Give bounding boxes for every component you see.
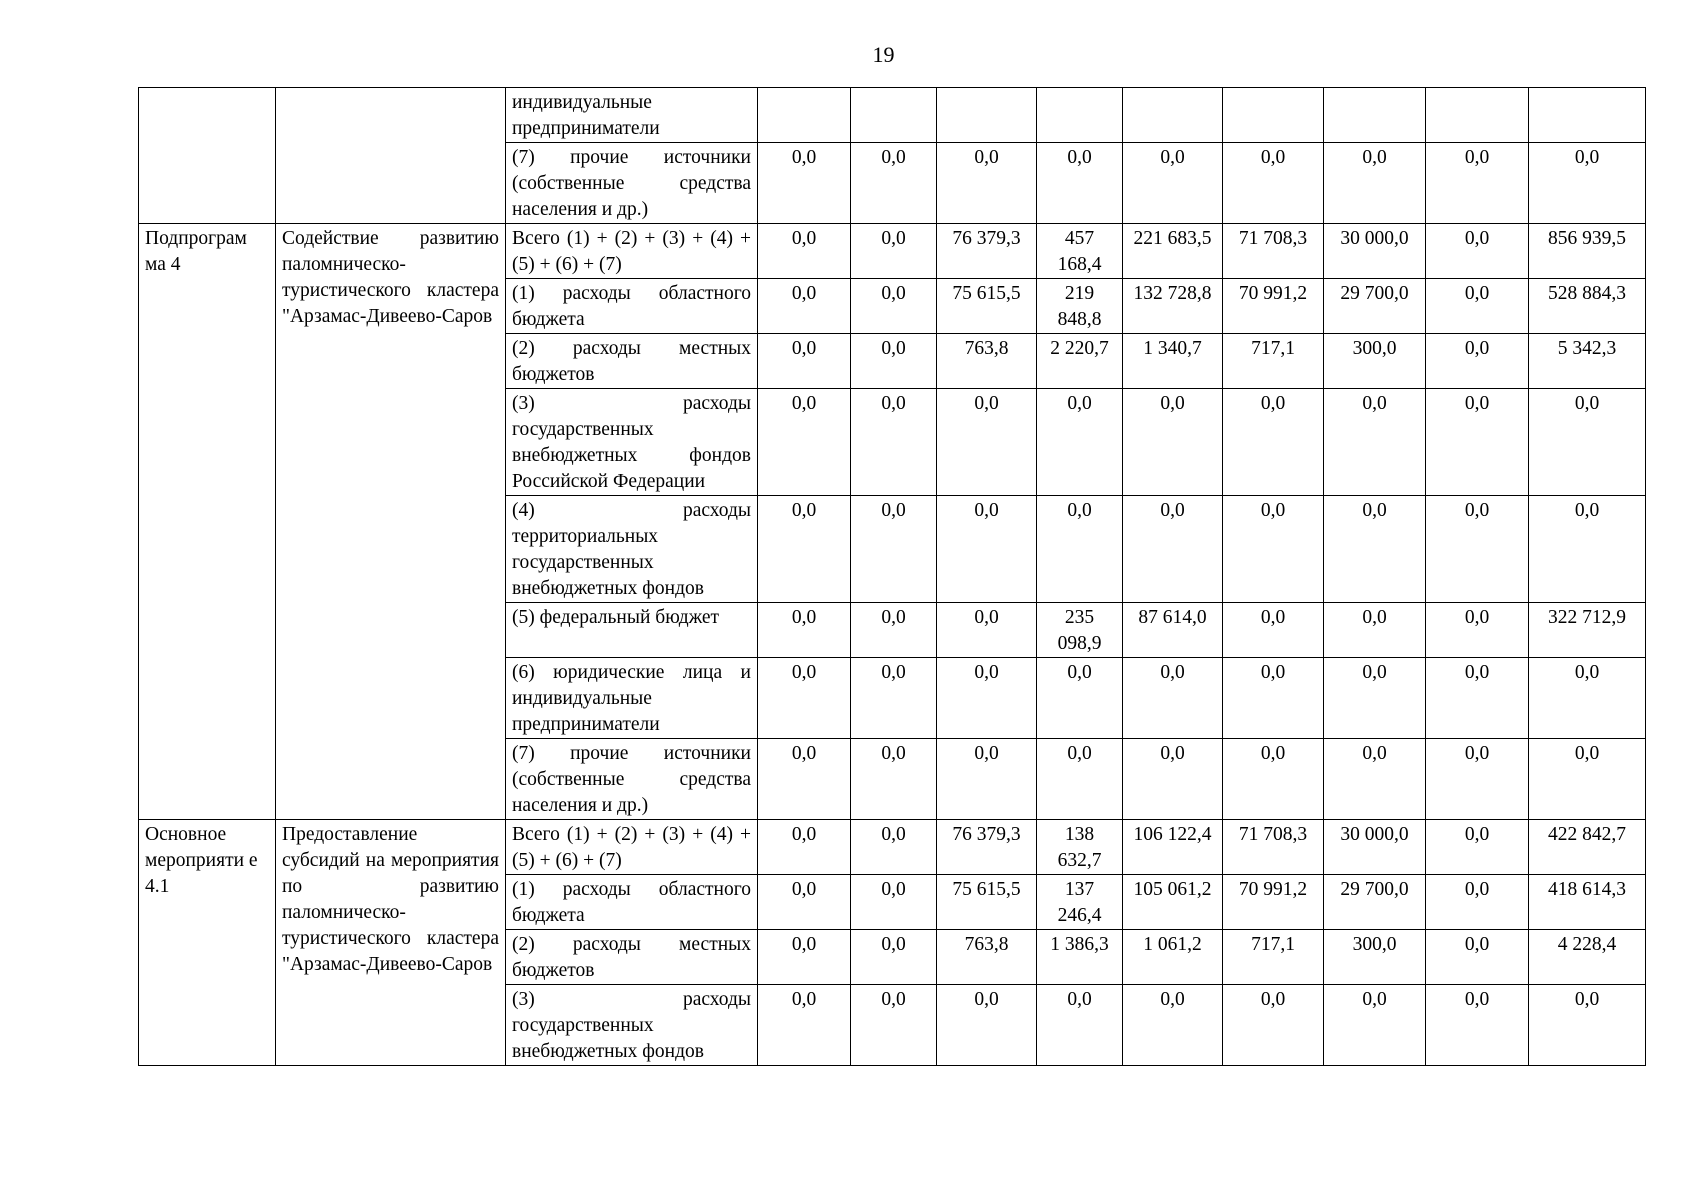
amount-cell: 0,0 [758, 334, 851, 389]
amount-cell: 0,0 [851, 143, 937, 224]
funding-source-cell: (1) расходы областного бюджета [506, 279, 758, 334]
amount-cell: 0,0 [758, 985, 851, 1066]
amount-cell: 0,0 [1123, 739, 1223, 820]
amount-cell: 0,0 [1037, 658, 1123, 739]
amount-cell: 0,0 [1426, 224, 1529, 279]
amount-cell: 0,0 [1223, 985, 1324, 1066]
program-name-cell: Предоставление субсидий на мероприятия по развитию паломническо-туристического кластера "Арзамас-Дивеево-Саров [276, 820, 506, 1066]
funding-source-cell: (6) юридические лица и индивидуальные предприниматели [506, 658, 758, 739]
amount-cell: 0,0 [851, 224, 937, 279]
amount-cell: 0,0 [1426, 875, 1529, 930]
amount-cell: 0,0 [1426, 334, 1529, 389]
amount-cell: 0,0 [1223, 658, 1324, 739]
amount-cell: 0,0 [937, 739, 1037, 820]
amount-cell: 0,0 [1324, 985, 1426, 1066]
amount-cell: 30 000,0 [1324, 224, 1426, 279]
amount-cell: 763,8 [937, 334, 1037, 389]
program-name-cell [276, 88, 506, 224]
funding-source-cell: (4) расходы территориальных государственных внебюджетных фондов [506, 496, 758, 603]
amount-cell: 0,0 [937, 496, 1037, 603]
amount-cell: 300,0 [1324, 930, 1426, 985]
table-body [139, 88, 1646, 1066]
amount-cell: 70 991,2 [1223, 875, 1324, 930]
amount-cell: 0,0 [758, 496, 851, 603]
amount-cell: 0,0 [1037, 985, 1123, 1066]
amount-cell: 106 122,4 [1123, 820, 1223, 875]
amount-cell: 0,0 [851, 334, 937, 389]
table-row [139, 88, 1646, 143]
amount-cell [1123, 88, 1223, 143]
amount-cell: 29 700,0 [1324, 279, 1426, 334]
amount-cell: 71 708,3 [1223, 820, 1324, 875]
amount-cell: 1 386,3 [1037, 930, 1123, 985]
amount-cell: 0,0 [1223, 739, 1324, 820]
amount-cell: 0,0 [1426, 279, 1529, 334]
amount-cell: 87 614,0 [1123, 603, 1223, 658]
amount-cell: 76 379,3 [937, 224, 1037, 279]
amount-cell: 29 700,0 [1324, 875, 1426, 930]
amount-cell: 422 842,7 [1529, 820, 1646, 875]
amount-cell: 300,0 [1324, 334, 1426, 389]
amount-cell: 75 615,5 [937, 279, 1037, 334]
amount-cell: 0,0 [1324, 739, 1426, 820]
amount-cell: 0,0 [758, 875, 851, 930]
funding-source-cell: (7) прочие источники (собственные средства населения и др.) [506, 143, 758, 224]
amount-cell: 0,0 [1426, 389, 1529, 496]
amount-cell: 2 220,7 [1037, 334, 1123, 389]
amount-cell: 137 246,4 [1037, 875, 1123, 930]
funding-source-cell: Всего (1) + (2) + (3) + (4) + (5) + (6) + (7) [506, 224, 758, 279]
amount-cell: 219 848,8 [1037, 279, 1123, 334]
amount-cell: 0,0 [851, 658, 937, 739]
amount-cell: 0,0 [758, 658, 851, 739]
amount-cell [937, 88, 1037, 143]
amount-cell: 0,0 [1223, 496, 1324, 603]
amount-cell: 71 708,3 [1223, 224, 1324, 279]
funding-source-cell: (7) прочие источники (собственные средства населения и др.) [506, 739, 758, 820]
amount-cell: 0,0 [851, 739, 937, 820]
amount-cell: 0,0 [851, 279, 937, 334]
amount-cell: 418 614,3 [1529, 875, 1646, 930]
funding-source-cell: (2) расходы местных бюджетов [506, 334, 758, 389]
amount-cell: 763,8 [937, 930, 1037, 985]
amount-cell: 0,0 [1037, 496, 1123, 603]
amount-cell: 0,0 [1529, 985, 1646, 1066]
amount-cell: 0,0 [1426, 820, 1529, 875]
amount-cell: 0,0 [758, 389, 851, 496]
amount-cell: 0,0 [1223, 603, 1324, 658]
amount-cell: 0,0 [1123, 496, 1223, 603]
amount-cell: 0,0 [1324, 603, 1426, 658]
amount-cell: 0,0 [1223, 143, 1324, 224]
amount-cell: 0,0 [1123, 389, 1223, 496]
amount-cell: 0,0 [1426, 739, 1529, 820]
amount-cell: 0,0 [1123, 143, 1223, 224]
amount-cell [851, 88, 937, 143]
amount-cell: 0,0 [1426, 658, 1529, 739]
program-name-cell: Содействие развитию паломническо-туристического кластера "Арзамас-Дивеево-Саров [276, 224, 506, 820]
amount-cell: 70 991,2 [1223, 279, 1324, 334]
amount-cell [1426, 88, 1529, 143]
amount-cell: 0,0 [758, 143, 851, 224]
amount-cell: 75 615,5 [937, 875, 1037, 930]
amount-cell: 5 342,3 [1529, 334, 1646, 389]
amount-cell: 0,0 [1426, 496, 1529, 603]
amount-cell: 0,0 [1529, 389, 1646, 496]
amount-cell: 1 340,7 [1123, 334, 1223, 389]
amount-cell: 717,1 [1223, 930, 1324, 985]
amount-cell: 0,0 [758, 820, 851, 875]
amount-cell: 0,0 [937, 658, 1037, 739]
amount-cell: 138 632,7 [1037, 820, 1123, 875]
amount-cell: 0,0 [1529, 496, 1646, 603]
amount-cell [1223, 88, 1324, 143]
amount-cell: 0,0 [1223, 389, 1324, 496]
amount-cell: 235 098,9 [1037, 603, 1123, 658]
amount-cell: 0,0 [1426, 603, 1529, 658]
program-code-cell: Подпрограм ма 4 [139, 224, 276, 820]
amount-cell: 856 939,5 [1529, 224, 1646, 279]
program-code-cell [139, 88, 276, 224]
amount-cell: 0,0 [758, 224, 851, 279]
amount-cell: 0,0 [758, 603, 851, 658]
amount-cell: 0,0 [937, 985, 1037, 1066]
amount-cell [758, 88, 851, 143]
amount-cell: 0,0 [1324, 496, 1426, 603]
amount-cell: 221 683,5 [1123, 224, 1223, 279]
amount-cell: 0,0 [1426, 985, 1529, 1066]
amount-cell: 0,0 [1123, 985, 1223, 1066]
amount-cell: 0,0 [1037, 739, 1123, 820]
amount-cell: 0,0 [758, 930, 851, 985]
funding-source-cell: (5) федеральный бюджет [506, 603, 758, 658]
funding-table [138, 87, 1646, 1066]
program-code-cell: Основное мероприяти е 4.1 [139, 820, 276, 1066]
amount-cell: 0,0 [1426, 930, 1529, 985]
page-number: 19 [872, 42, 895, 67]
amount-cell: 0,0 [1324, 389, 1426, 496]
amount-cell: 0,0 [1426, 143, 1529, 224]
amount-cell: 0,0 [937, 143, 1037, 224]
amount-cell: 105 061,2 [1123, 875, 1223, 930]
funding-source-cell: Всего (1) + (2) + (3) + (4) + (5) + (6) + (7) [506, 820, 758, 875]
amount-cell: 0,0 [851, 496, 937, 603]
funding-source-cell: (3) расходы государственных внебюджетных фондов Российской Федерации [506, 389, 758, 496]
amount-cell: 0,0 [851, 985, 937, 1066]
amount-cell: 0,0 [851, 389, 937, 496]
table-row [139, 224, 1646, 279]
amount-cell [1037, 88, 1123, 143]
amount-cell: 0,0 [851, 820, 937, 875]
amount-cell: 30 000,0 [1324, 820, 1426, 875]
amount-cell: 457 168,4 [1037, 224, 1123, 279]
amount-cell: 0,0 [1529, 143, 1646, 224]
amount-cell [1324, 88, 1426, 143]
amount-cell: 0,0 [1324, 658, 1426, 739]
amount-cell: 0,0 [1037, 143, 1123, 224]
amount-cell: 0,0 [1123, 658, 1223, 739]
amount-cell: 0,0 [851, 603, 937, 658]
amount-cell: 0,0 [1037, 389, 1123, 496]
funding-source-cell: (1) расходы областного бюджета [506, 875, 758, 930]
funding-source-cell: индивидуальные предприниматели [506, 88, 758, 143]
amount-cell: 76 379,3 [937, 820, 1037, 875]
amount-cell: 4 228,4 [1529, 930, 1646, 985]
amount-cell: 1 061,2 [1123, 930, 1223, 985]
amount-cell: 0,0 [851, 930, 937, 985]
amount-cell: 0,0 [758, 279, 851, 334]
funding-source-cell: (3) расходы государственных внебюджетных фондов [506, 985, 758, 1066]
amount-cell: 0,0 [851, 875, 937, 930]
table-row [139, 820, 1646, 875]
funding-source-cell: (2) расходы местных бюджетов [506, 930, 758, 985]
amount-cell [1529, 88, 1646, 143]
amount-cell: 0,0 [1529, 739, 1646, 820]
amount-cell: 0,0 [1324, 143, 1426, 224]
amount-cell: 0,0 [937, 603, 1037, 658]
amount-cell: 0,0 [758, 739, 851, 820]
amount-cell: 717,1 [1223, 334, 1324, 389]
amount-cell: 0,0 [937, 389, 1037, 496]
amount-cell: 322 712,9 [1529, 603, 1646, 658]
amount-cell: 132 728,8 [1123, 279, 1223, 334]
amount-cell: 528 884,3 [1529, 279, 1646, 334]
amount-cell: 0,0 [1529, 658, 1646, 739]
